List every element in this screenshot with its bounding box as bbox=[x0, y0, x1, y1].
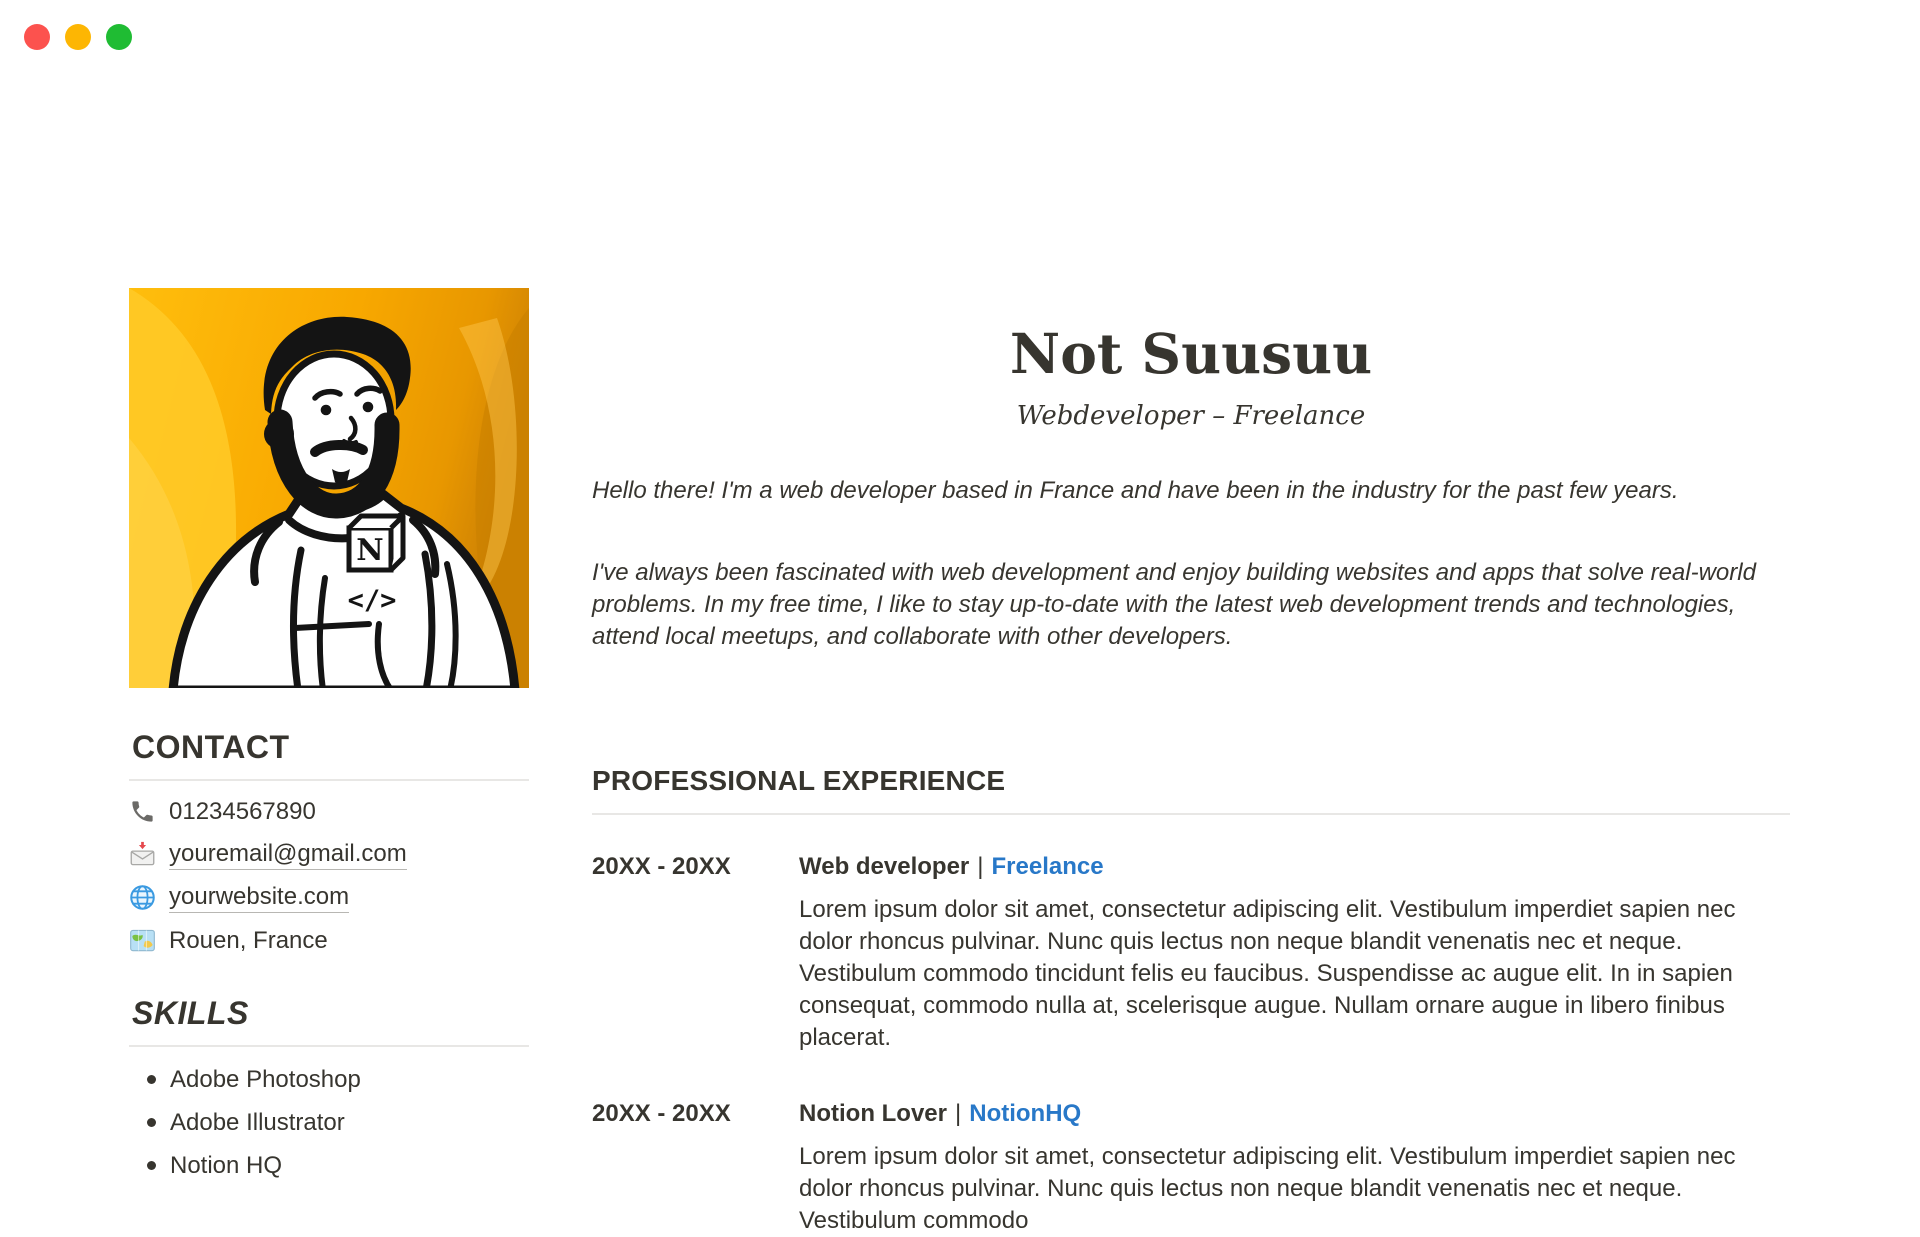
entry-body bbox=[799, 851, 1790, 1054]
profile-photo bbox=[129, 288, 529, 688]
window-controls bbox=[24, 24, 132, 50]
contact-heading: CONTACT bbox=[132, 729, 290, 765]
experience-divider bbox=[592, 813, 1790, 815]
skills-divider bbox=[129, 1045, 529, 1047]
sidebar bbox=[129, 288, 529, 1193]
experience-entry-2 bbox=[592, 1098, 1790, 1237]
skill-item: Adobe Illustrator bbox=[129, 1107, 529, 1139]
svg-text:N: N bbox=[356, 533, 384, 568]
company-link[interactable]: Freelance bbox=[991, 853, 1104, 880]
close-button[interactable] bbox=[24, 24, 50, 50]
skill-item: Adobe Photoshop bbox=[129, 1064, 529, 1096]
title-separator: | bbox=[977, 853, 984, 880]
title-separator: | bbox=[955, 1100, 962, 1127]
company-link[interactable]: NotionHQ bbox=[969, 1100, 1082, 1127]
fullscreen-button[interactable] bbox=[106, 24, 132, 50]
phone-icon bbox=[129, 798, 156, 825]
email-icon bbox=[129, 841, 156, 868]
role-subtitle: Webdeveloper – Freelance bbox=[1016, 401, 1366, 431]
skills-list bbox=[129, 1064, 529, 1182]
intro-paragraph-2: I've always been fascinated with web development and enjoy building websites and apps that solve real-world problems. In my free time, I like to stay up-to-date with the latest web development trends and technologies, attend local meetups, and collaborate with other developers. bbox=[592, 559, 1756, 650]
contact-row-phone bbox=[129, 798, 529, 825]
entry-dates: 20XX - 20XX bbox=[592, 853, 731, 880]
skills-heading: SKILLS bbox=[132, 995, 249, 1031]
contact-row-email bbox=[129, 841, 529, 868]
map-icon bbox=[129, 927, 156, 954]
contact-row-website bbox=[129, 884, 529, 911]
phone-number: 01234567890 bbox=[169, 797, 316, 825]
email-link[interactable]: youremail@gmail.com bbox=[169, 840, 407, 870]
entry-body bbox=[799, 1098, 1790, 1237]
location-text: Rouen, France bbox=[169, 926, 328, 954]
intro-paragraph-1: Hello there! I'm a web developer based in France and have been in the industry for the past few years. bbox=[592, 477, 1679, 504]
job-title: Web developer bbox=[799, 853, 970, 880]
entry-title-row bbox=[799, 1098, 1790, 1130]
main-content bbox=[592, 0, 1790, 1237]
svg-text:</>: </> bbox=[347, 585, 397, 616]
job-title: Notion Lover bbox=[799, 1100, 947, 1127]
minimize-button[interactable] bbox=[65, 24, 91, 50]
entry-description: Lorem ipsum dolor sit amet, consectetur adipiscing elit. Vestibulum imperdiet sapien nec dolor rhoncus pulvinar. Nunc quis lectus non neque blandit venenatis nec et neque. Vestibulum commodo bbox=[799, 1143, 1736, 1234]
entry-dates: 20XX - 20XX bbox=[592, 1100, 731, 1127]
contact-divider bbox=[129, 779, 529, 781]
entry-description: Lorem ipsum dolor sit amet, consectetur adipiscing elit. Vestibulum imperdiet sapien nec dolor rhoncus pulvinar. Nunc quis lectus non neque blandit venenatis nec et neque. Vestibulum commodo tincidunt felis eu faucibus. Suspendisse ac augue elit. In in sapien consequat, commodo nulla at, scelerisque augue. Nullam ornare augue in libero finibus placerat. bbox=[799, 896, 1736, 1051]
website-link[interactable]: yourwebsite.com bbox=[169, 883, 349, 913]
page-title: Not Suusuu bbox=[1009, 321, 1373, 386]
contact-row-location bbox=[129, 927, 529, 954]
skill-item: Notion HQ bbox=[129, 1150, 529, 1182]
contact-list bbox=[129, 798, 529, 954]
entry-title-row bbox=[799, 851, 1790, 883]
globe-icon bbox=[129, 884, 156, 911]
experience-entry-1 bbox=[592, 851, 1790, 1054]
experience-heading: PROFESSIONAL EXPERIENCE bbox=[592, 765, 1006, 796]
